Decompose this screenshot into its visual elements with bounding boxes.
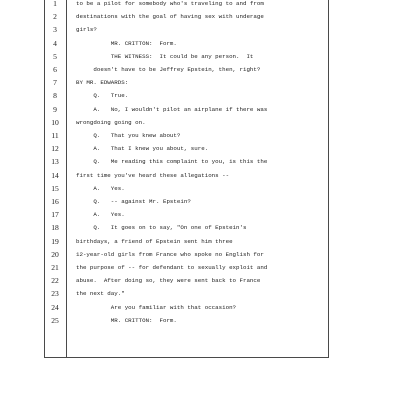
line-number: 8	[53, 91, 57, 101]
transcript-line	[44, 248, 329, 261]
line-text: A. Yes.	[76, 184, 125, 192]
transcript-line	[44, 37, 329, 50]
line-text: Q. Me reading this complaint to you, is this the	[76, 158, 268, 166]
transcript-line	[44, 235, 329, 248]
transcript-line	[44, 287, 329, 300]
transcript-line	[44, 221, 329, 234]
line-text: BY MR. EDWARDS:	[76, 79, 129, 87]
line-text: THE WITNESS: It could be any person. It	[76, 52, 254, 60]
line-number: 2	[53, 12, 57, 22]
line-number: 24	[51, 302, 59, 312]
transcript-line	[44, 129, 329, 142]
line-text: MR. CRITTON: Form.	[76, 316, 177, 324]
transcript-line	[44, 0, 329, 10]
transcript-line	[44, 10, 329, 23]
line-text: first time you've heard these allegations --	[76, 171, 230, 179]
line-number: 6	[53, 65, 57, 74]
transcript-line	[44, 50, 329, 63]
line-text: girls?	[76, 26, 97, 34]
line-number: 3	[53, 25, 57, 35]
transcript-line	[44, 116, 329, 129]
line-text: doesn't have to be Jeffrey Epstein, then, right?	[76, 66, 261, 73]
line-number: 18	[51, 223, 59, 233]
line-number: 25	[51, 315, 59, 325]
line-number: 4	[53, 38, 57, 48]
line-text: to be a pilot for somebody who's traveling to and from	[76, 0, 264, 7]
transcript-line	[44, 89, 329, 102]
line-text: the purpose of -- for defendant to sexually exploit and	[76, 264, 268, 271]
transcript-line	[44, 155, 329, 168]
line-text: 12-year-old girls from France who spoke no English for	[76, 250, 264, 258]
line-text: Q. That you knew about?	[76, 132, 181, 139]
line-number: 17	[51, 210, 59, 220]
transcript-line	[44, 103, 329, 116]
line-number: 22	[51, 276, 59, 286]
line-text: destinations with the goal of having sex with underage	[76, 13, 264, 21]
transcript-line	[44, 274, 329, 287]
line-text: A. No, I wouldn't pilot an airplane if there was	[76, 105, 268, 113]
line-text: abuse. After doing so, they were sent back to France	[76, 277, 261, 285]
line-text: wrongdoing going on.	[76, 118, 146, 126]
line-number: 1	[53, 0, 57, 8]
line-number: 13	[51, 157, 59, 167]
line-number: 7	[53, 78, 57, 88]
line-number: 14	[51, 170, 59, 180]
line-text: A. That I knew you about, sure.	[76, 145, 209, 153]
transcript-line	[44, 76, 329, 89]
transcript-line	[44, 195, 329, 208]
transcript-line	[44, 208, 329, 221]
line-number: 23	[51, 289, 59, 299]
line-text: Q. True.	[76, 92, 129, 100]
transcript-line	[44, 23, 329, 36]
line-text: Q. It goes on to say, "On one of Epstein's	[76, 224, 247, 232]
line-number: 15	[51, 183, 59, 193]
line-text: Q. -- against Mr. Epstein?	[76, 198, 191, 205]
line-number: 12	[51, 144, 59, 154]
line-number: 20	[51, 249, 59, 259]
line-number: 9	[53, 104, 57, 114]
transcript-line	[44, 142, 329, 155]
line-number: 5	[53, 51, 57, 61]
transcript-line	[44, 63, 329, 76]
line-number: 16	[51, 197, 59, 206]
line-text: MR. CRITTON: Form.	[76, 39, 177, 47]
line-number: 11	[51, 131, 59, 140]
line-text: the next day."	[76, 290, 125, 298]
transcript-line	[44, 301, 329, 314]
line-number: 19	[51, 236, 59, 246]
transcript-line	[44, 169, 329, 182]
transcript-line	[44, 261, 329, 274]
line-number: 21	[51, 263, 59, 272]
transcript-line	[44, 314, 329, 327]
line-number: 10	[51, 117, 59, 127]
transcript-line	[44, 182, 329, 195]
line-text: Are you familiar with that occasion?	[76, 303, 237, 311]
line-text: A. Yes.	[76, 211, 125, 219]
line-text: birthdays, a friend of Epstein sent him three	[76, 237, 233, 245]
